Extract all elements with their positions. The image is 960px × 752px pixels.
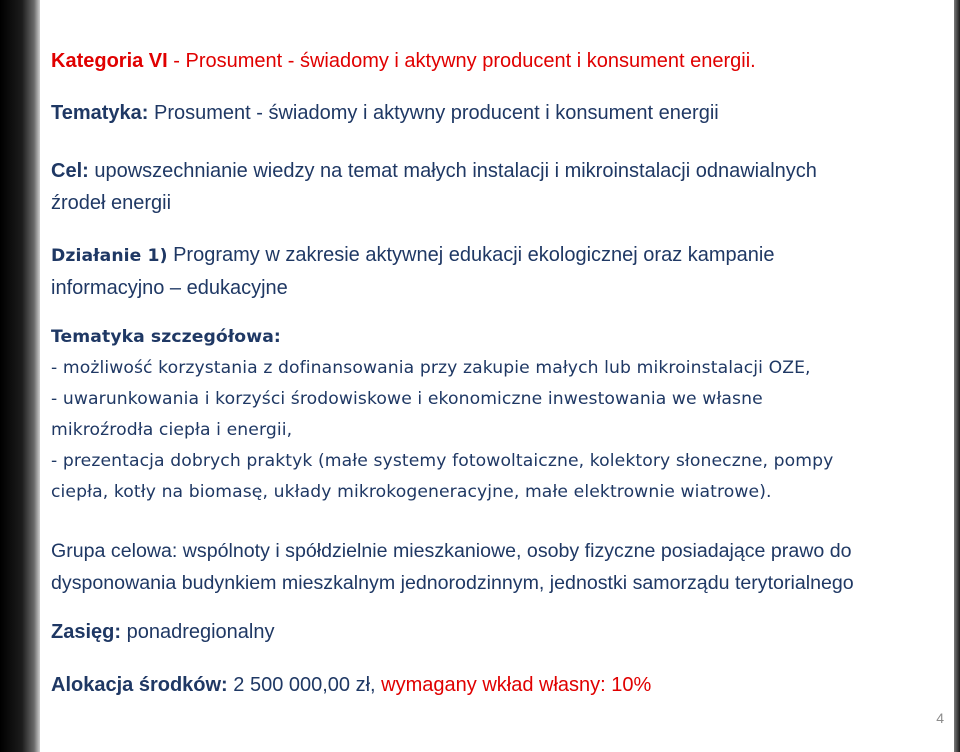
- details-line: - możliwość korzystania z dofinansowania przy zakupie małych lub mikroinstalacji OZE,: [51, 358, 811, 378]
- own-contribution-text: wymagany wkład własny: 10%: [375, 674, 652, 696]
- goal-line-2: źrodeł energii: [51, 192, 172, 214]
- category-text: - Prosument - świadomy i aktywny producent i konsument energii.: [167, 50, 756, 72]
- target-group-line-1: Grupa celowa: wspólnoty i spółdzielnie mieszkaniowe, osoby fizyczne posiadające prawo do: [51, 540, 852, 562]
- left-decorative-bar: [0, 0, 40, 752]
- action-line-1: Programy w zakresie aktywnej edukacji ekologicznej oraz kampanie: [167, 244, 775, 266]
- details-line: ciepła, kotły na biomasę, układy mikrokogeneracyjne, małe elektrownie wiatrowe).: [51, 482, 772, 502]
- scope-line: [51, 621, 275, 644]
- details-line: - uwarunkowania i korzyści środowiskowe i ekonomiczne inwestowania we własne: [51, 389, 763, 409]
- category-label: Kategoria VI: [51, 50, 168, 72]
- target-group-paragraph: [51, 535, 854, 599]
- topic-label: Tematyka:: [51, 102, 149, 124]
- allocation-line: [51, 674, 651, 697]
- action-paragraph: [51, 239, 774, 304]
- action-label: Działanie 1): [51, 246, 168, 266]
- page-number: 4: [936, 710, 944, 726]
- details-line: mikroźrodła ciepła i energii,: [51, 420, 293, 440]
- details-line: - prezentacja dobrych praktyk (małe systemy fotowoltaiczne, kolektory słoneczne, pompy: [51, 451, 834, 471]
- details-heading: Tematyka szczegółowa:: [51, 327, 281, 347]
- goal-line-1: upowszechnianie wiedzy na temat małych instalacji i mikroinstalacji odnawialnych: [88, 160, 817, 182]
- topic-line: [51, 102, 719, 125]
- goal-paragraph: [51, 155, 817, 219]
- right-decorative-bar: [954, 0, 960, 752]
- target-group-line-2: dysponowania budynkiem mieszkalnym jednorodzinnym, jednostki samorządu terytorialnego: [51, 572, 854, 594]
- action-line-2: informacyjno – edukacyjne: [51, 277, 288, 299]
- topic-text: Prosument - świadomy i aktywny producent i konsument energii: [148, 102, 719, 124]
- allocation-amount: 2 500 000,00 zł,: [227, 674, 376, 696]
- scope-label: Zasięg:: [51, 621, 122, 643]
- details-section: [51, 322, 833, 508]
- category-line: [51, 50, 756, 73]
- allocation-label: Alokacja środków:: [51, 674, 228, 696]
- scope-text: ponadregionalny: [121, 621, 275, 643]
- goal-label: Cel:: [51, 160, 89, 182]
